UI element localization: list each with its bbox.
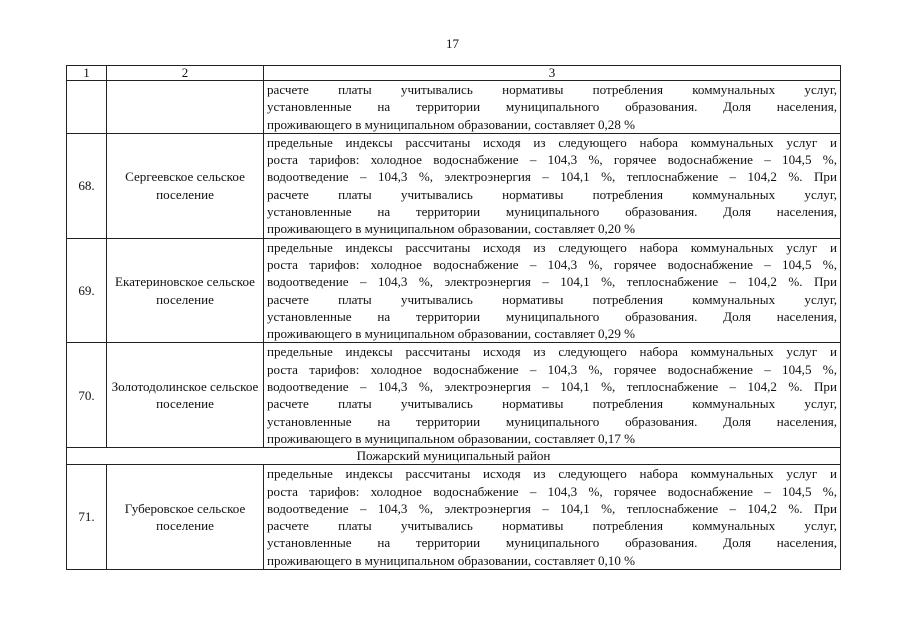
description-line: установленные на территории муниципального образования. Доля населения, <box>267 413 837 429</box>
description-cell <box>264 465 841 570</box>
page-number: 17 <box>446 36 459 51</box>
description-line: водоотведение – 104,3 %, электроэнергия – 104,1 %, теплоснабжение – 104,2 %. При <box>267 169 837 185</box>
description-line: установленные на территории муниципального образования. Доля населения, <box>267 308 837 324</box>
description-line: проживающего в муниципальном образовании, составляет 0,20 % <box>267 221 636 237</box>
description-line: предельные индексы рассчитаны исходя из следующего набора коммунальных услуг и <box>267 344 837 360</box>
description-line: расчете платы учитывались нормативы потребления коммунальных услуг, <box>267 518 837 534</box>
description-line: расчете платы учитывались нормативы потребления коммунальных услуг, <box>267 396 837 412</box>
description-line: проживающего в муниципальном образовании, составляет 0,29 % <box>267 326 636 342</box>
description-line: предельные индексы рассчитаны исходя из следующего набора коммунальных услуг и <box>267 239 837 255</box>
description-line: предельные индексы рассчитаны исходя из следующего набора коммунальных услуг и <box>267 134 837 150</box>
header-col-1: 1 <box>67 66 107 81</box>
table-row-continuation <box>67 81 841 134</box>
district-name: Пожарский муниципальный район <box>67 448 841 465</box>
description-cell <box>264 238 841 343</box>
description-line: проживающего в муниципальном образовании, составляет 0,17 % <box>267 430 636 446</box>
description-cell <box>264 343 841 448</box>
row-number-cell: 70. <box>67 343 107 448</box>
description-line: роста тарифов: холодное водоснабжение – 104,3 %, горячее водоснабжение – 104,5 %, <box>267 361 837 377</box>
description-line: водоотведение – 104,3 %, электроэнергия – 104,1 %, теплоснабжение – 104,2 %. При <box>267 379 837 395</box>
description-line: установленные на территории муниципального образования. Доля населения, <box>267 99 837 115</box>
description-line: расчете платы учитывались нормативы потребления коммунальных услуг, <box>267 186 837 202</box>
description-line: роста тарифов: холодное водоснабжение – 104,3 %, горячее водоснабжение – 104,5 %, <box>267 483 837 499</box>
row-number-cell: 71. <box>67 465 107 570</box>
description-line: расчете платы учитывались нормативы потребления коммунальных услуг, <box>267 82 837 97</box>
settlement-name-cell: Губеровское сельское поселение <box>107 465 264 570</box>
table-row <box>67 133 841 238</box>
description-line: проживающего в муниципальном образовании, составляет 0,10 % <box>267 552 636 568</box>
tariff-index-table <box>66 65 841 570</box>
description-line: проживающего в муниципальном образовании, составляет 0,28 % <box>267 116 636 132</box>
table-row <box>67 238 841 343</box>
description-line: расчете платы учитывались нормативы потребления коммунальных услуг, <box>267 291 837 307</box>
description-line: роста тарифов: холодное водоснабжение – 104,3 %, горячее водоснабжение – 104,5 %, <box>267 256 837 272</box>
description-cell <box>264 133 841 238</box>
header-col-3: 3 <box>264 66 841 81</box>
description-cell <box>264 81 841 134</box>
description-line: установленные на территории муниципального образования. Доля населения, <box>267 204 837 220</box>
table-row <box>67 465 841 570</box>
description-line: установленные на территории муниципального образования. Доля населения, <box>267 535 837 551</box>
description-line: предельные индексы рассчитаны исходя из следующего набора коммунальных услуг и <box>267 466 837 482</box>
table-header-row <box>67 66 841 81</box>
row-number-cell: 68. <box>67 133 107 238</box>
description-line: водоотведение – 104,3 %, электроэнергия – 104,1 %, теплоснабжение – 104,2 %. При <box>267 274 837 290</box>
settlement-name-cell: Екатериновское сельское поселение <box>107 238 264 343</box>
table-row <box>67 343 841 448</box>
header-col-2: 2 <box>107 66 264 81</box>
description-line: роста тарифов: холодное водоснабжение – 104,3 %, горячее водоснабжение – 104,5 %, <box>267 152 837 168</box>
row-number-cell <box>67 81 107 134</box>
settlement-name-cell <box>107 81 264 134</box>
row-number-cell: 69. <box>67 238 107 343</box>
settlement-name-cell: Золотодолинское сельское поселение <box>107 343 264 448</box>
district-row <box>67 448 841 465</box>
settlement-name-cell: Сергеевское сельское поселение <box>107 133 264 238</box>
description-line: водоотведение – 104,3 %, электроэнергия – 104,1 %, теплоснабжение – 104,2 %. При <box>267 500 837 516</box>
